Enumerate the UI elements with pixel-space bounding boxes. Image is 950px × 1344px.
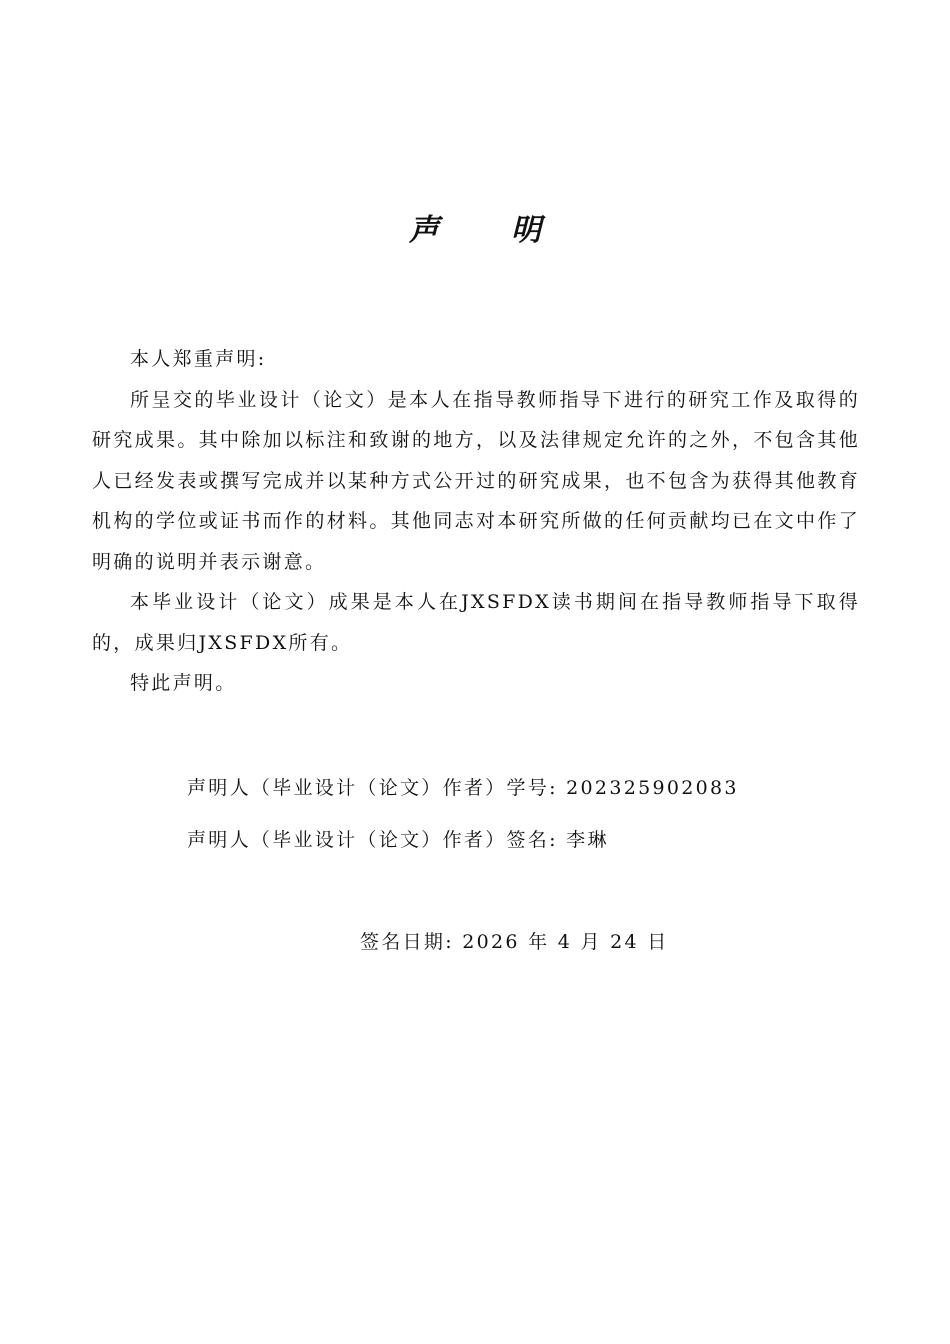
declaration-ownership: 本毕业设计（论文）成果是本人在JXSFDX读书期间在指导教师指导下取得的，成果归JXSFDX所有。 [92,591,860,654]
signature-name-value: 李琳 [566,829,609,851]
declaration-statement: 所呈交的毕业设计（论文）是本人在指导教师指导下进行的研究工作及取得的研究成果。其中除加以标注和致谢的地方，以及法律规定允许的之外，不包含其他人已经发表或撰写完成并以某种方式公开过的研究成果，也不包含为获得其他教育机构的学位或证书而作的材料。其他同志对本研究所做的任何贡献均已在文中作了明确的说明并表示谢意。 [92,388,860,573]
declaration-body [92,339,860,704]
signature-student-id-line [187,773,739,800]
page-title [0,205,950,249]
title-char-1: 声 [409,213,439,248]
student-id-label: 声明人（毕业设计（论文）作者）学号: [187,777,558,799]
signature-date-label: 签名日期: [360,931,454,953]
signature-date-line [360,927,669,954]
student-id-value: 202325902083 [566,777,739,799]
declaration-closing: 特此声明。 [130,672,237,694]
title-char-2: 明 [511,213,541,248]
signature-name-line [187,825,609,852]
declaration-opening: 本人郑重声明: [130,348,267,370]
signature-name-label: 声明人（毕业设计（论文）作者）签名: [187,829,558,851]
signature-date-value: 2026 年 4 月 24 日 [462,931,669,953]
